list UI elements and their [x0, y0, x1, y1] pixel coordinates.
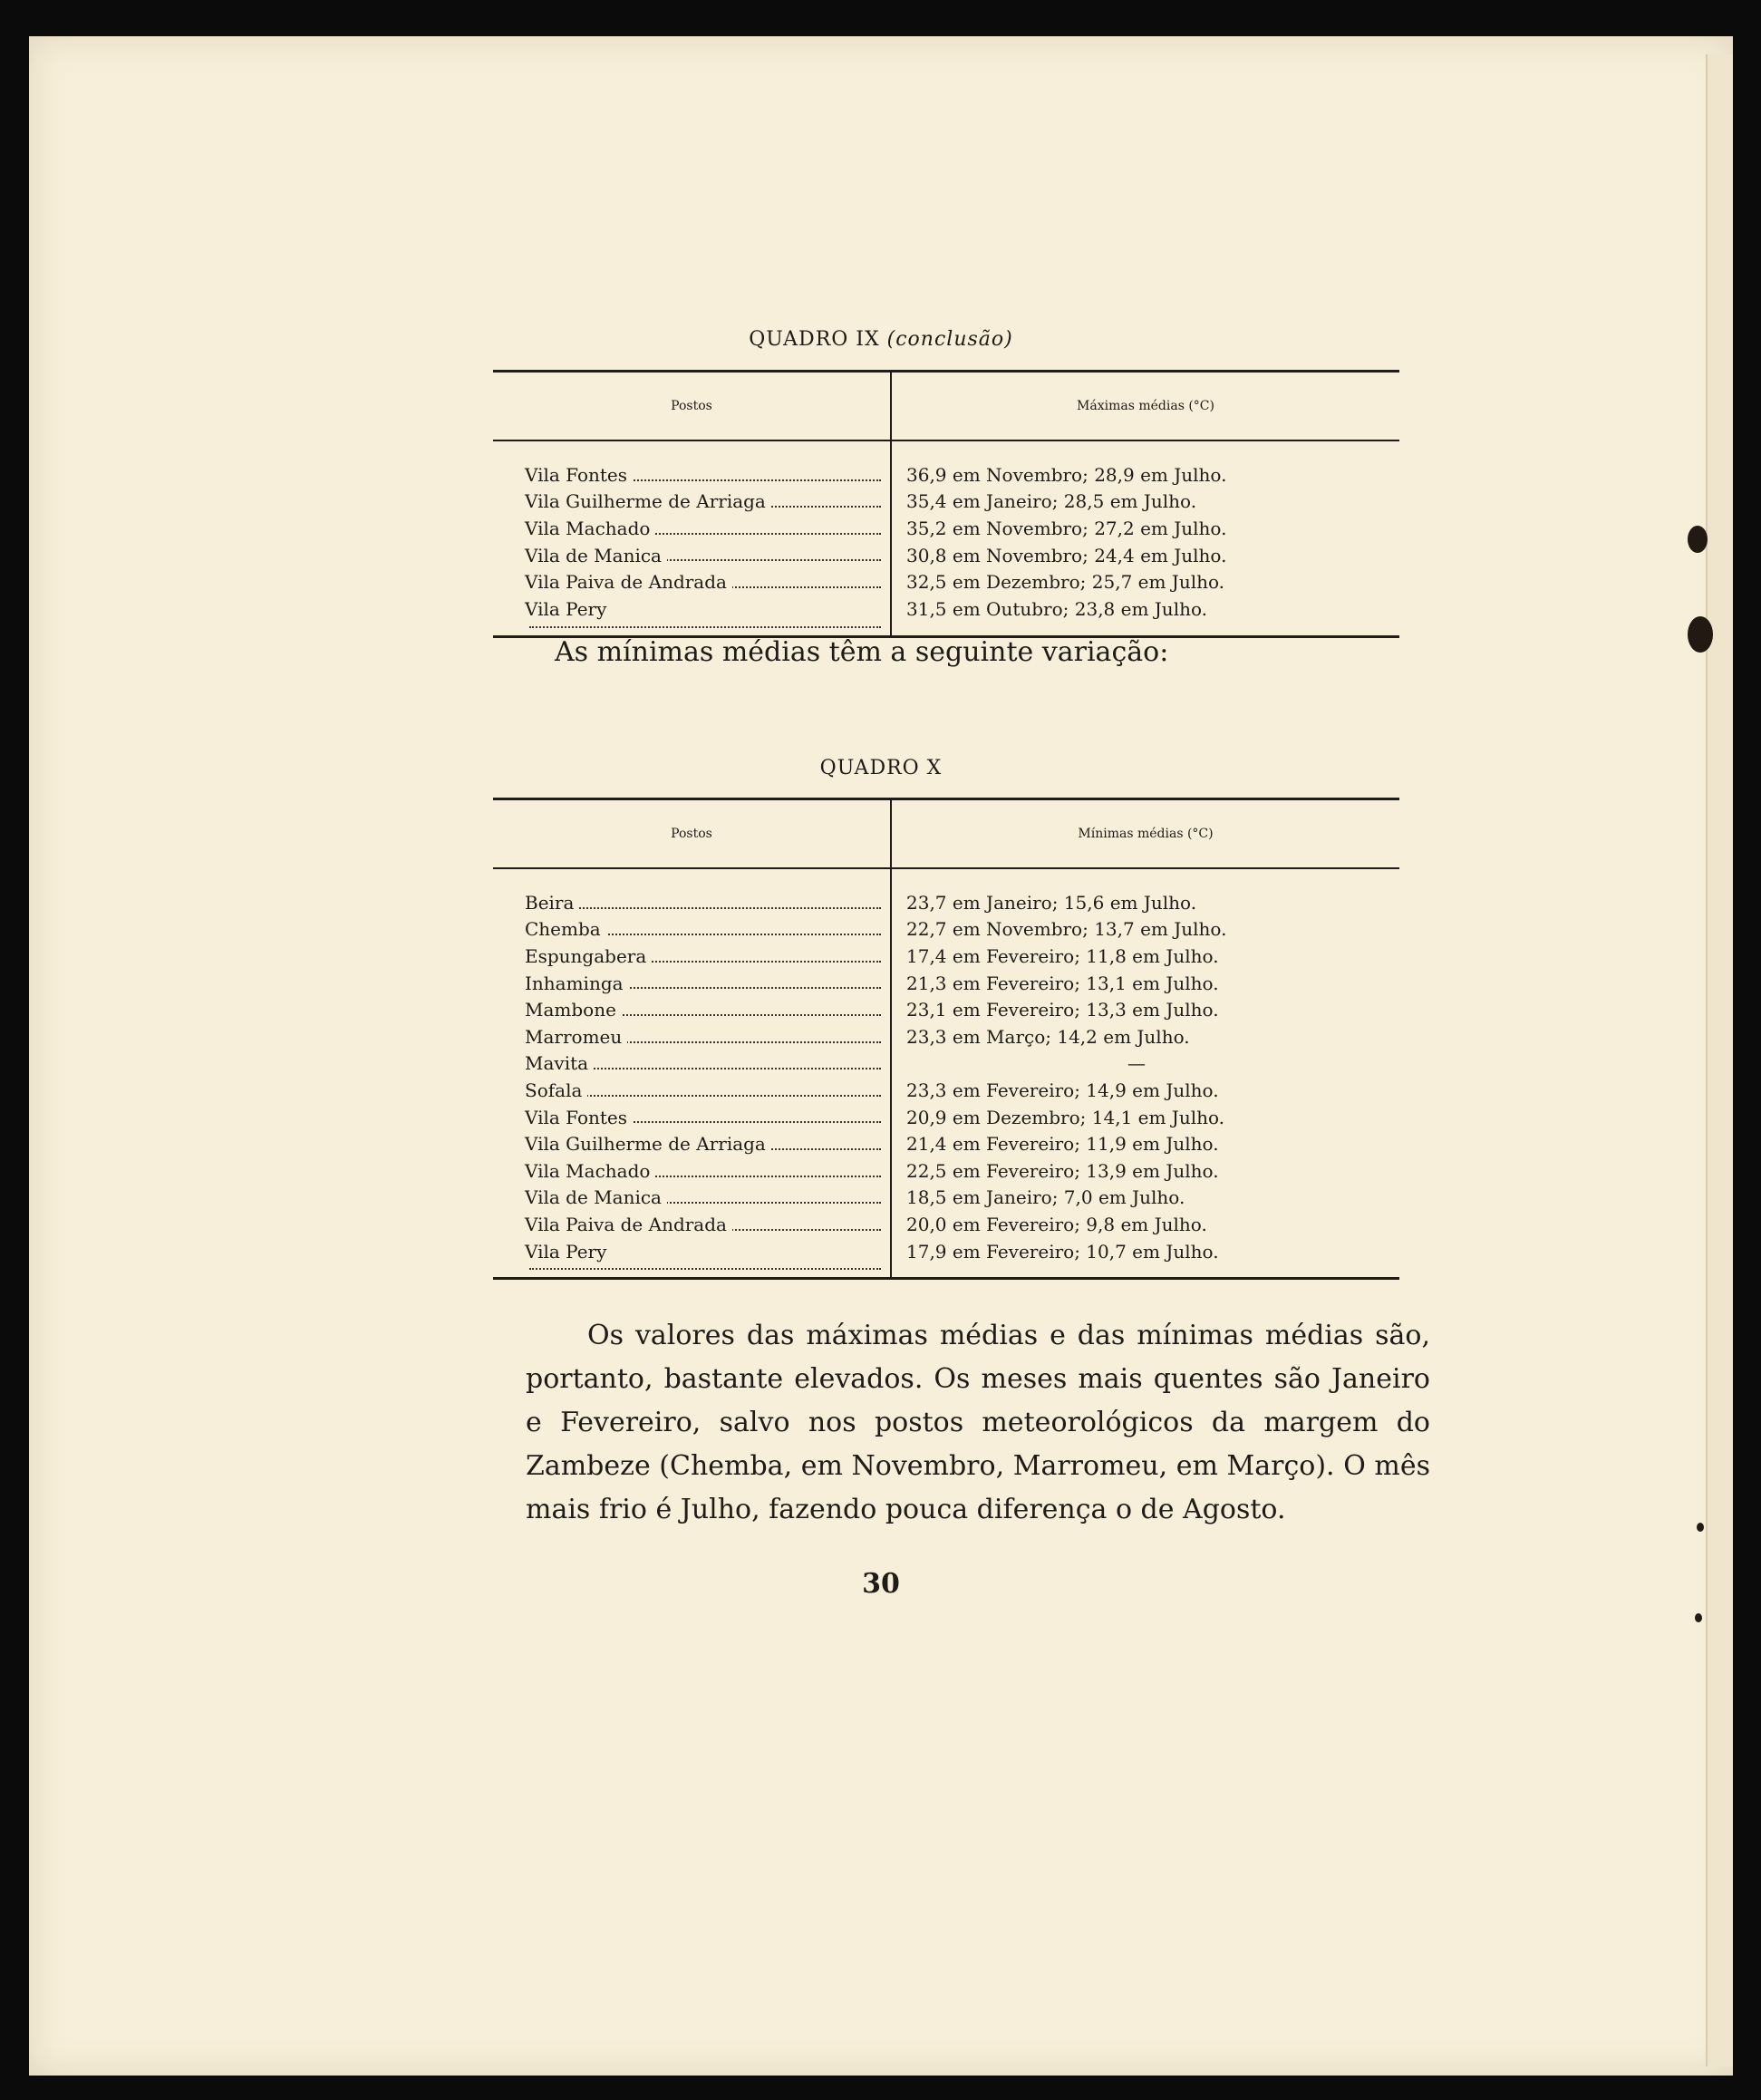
posto-cell	[493, 868, 891, 916]
posto-name: Vila Fontes	[525, 464, 633, 486]
value-cell: 20,0 em Fevereiro; 9,8 em Julho.	[906, 1213, 1207, 1235]
value-cell: 32,5 em Dezembro; 25,7 em Julho.	[906, 571, 1225, 594]
table-row	[493, 515, 1399, 542]
posto-cell	[493, 595, 891, 636]
posto-cell	[493, 1238, 891, 1279]
column-header-postos: Postos	[493, 799, 891, 869]
ink-mark	[1697, 1523, 1704, 1532]
posto-cell	[493, 1104, 891, 1131]
ink-mark	[1688, 526, 1708, 553]
value-cell: 23,3 em Março; 14,2 em Julho.	[906, 1025, 1190, 1048]
table-row	[493, 595, 1399, 636]
table-row	[493, 542, 1399, 569]
posto-cell	[493, 1211, 891, 1238]
table-row	[493, 1104, 1399, 1131]
quadro-x-caption	[29, 757, 1733, 779]
posto-cell	[493, 1185, 891, 1212]
value-cell: 17,9 em Fevereiro; 10,7 em Julho.	[906, 1240, 1219, 1263]
posto-cell	[493, 1130, 891, 1157]
value-cell: 18,5 em Janeiro; 7,0 em Julho.	[906, 1186, 1185, 1209]
posto-cell	[493, 542, 891, 569]
value-cell: 23,7 em Janeiro; 15,6 em Julho.	[906, 891, 1197, 914]
column-header-minimas: Mínimas médias (°C)	[891, 799, 1399, 869]
table-row	[493, 440, 1399, 489]
posto-name: Beira	[525, 892, 579, 914]
posto-name: Vila Machado	[525, 518, 655, 539]
table-row	[493, 489, 1399, 516]
posto-cell	[493, 489, 891, 516]
posto-cell	[493, 1050, 891, 1078]
closing-paragraph-text: Os valores das máximas médias e das mínimas médias são, portanto, bastante elevados. Os meses mais quentes são Janeiro e Fevereiro, salvo nos postos meteorológicos da margem do Zambeze (Chemba, em Novembro, Marromeu, em Março). O mês mais frio é Julho, fazendo pouca diferença o de Agosto.	[526, 1320, 1430, 1525]
table-row	[493, 1238, 1399, 1279]
ink-mark	[1688, 616, 1713, 653]
table-row	[493, 916, 1399, 944]
table-row	[493, 868, 1399, 916]
posto-name: Mavita	[525, 1052, 594, 1074]
value-cell: 22,5 em Fevereiro; 13,9 em Julho.	[906, 1159, 1219, 1182]
posto-name: Chemba	[525, 918, 606, 940]
table-row	[493, 996, 1399, 1023]
posto-name: Vila Paiva de Andrada	[525, 571, 732, 593]
value-cell: 21,4 em Fevereiro; 11,9 em Julho.	[906, 1133, 1219, 1156]
posto-cell	[493, 1023, 891, 1050]
posto-name: Vila de Manica	[525, 545, 667, 566]
posto-cell	[493, 943, 891, 970]
column-header-postos: Postos	[493, 372, 891, 441]
posto-cell	[493, 916, 891, 944]
posto-name: Marromeu	[525, 1026, 627, 1048]
posto-name: Vila Pery	[525, 598, 612, 620]
posto-cell	[493, 440, 891, 489]
posto-name: Vila Fontes	[525, 1107, 633, 1128]
quadro-x-table	[493, 798, 1399, 1283]
page-number: 30	[862, 1568, 900, 1600]
table-row	[493, 568, 1399, 595]
posto-cell	[493, 1157, 891, 1185]
closing-paragraph	[526, 1314, 1430, 1532]
value-cell: 23,1 em Fevereiro; 13,3 em Julho.	[906, 999, 1219, 1021]
column-header-maximas: Máximas médias (°C)	[891, 372, 1399, 441]
quadro-ix-table	[493, 370, 1399, 642]
posto-name: Vila de Manica	[525, 1186, 667, 1208]
quadro-x-title: QUADRO X	[819, 757, 943, 779]
value-cell: 30,8 em Novembro; 24,4 em Julho.	[906, 544, 1227, 566]
quadro-ix-caption	[29, 328, 1733, 351]
page-spine	[1706, 54, 1733, 2066]
table-row	[493, 1157, 1399, 1185]
table-row	[493, 970, 1399, 997]
table-row	[493, 943, 1399, 970]
value-cell: 17,4 em Fevereiro; 11,8 em Julho.	[906, 944, 1219, 967]
value-cell: 36,9 em Novembro; 28,9 em Julho.	[906, 463, 1227, 486]
value-cell: 20,9 em Dezembro; 14,1 em Julho.	[906, 1106, 1225, 1128]
table-row	[493, 1050, 1399, 1078]
table-row	[493, 1211, 1399, 1238]
document-page	[29, 36, 1733, 2076]
posto-cell	[493, 568, 891, 595]
posto-cell	[493, 515, 891, 542]
posto-name: Vila Guilherme de Arriaga	[525, 1133, 771, 1155]
posto-name: Inhaminga	[525, 973, 629, 994]
posto-cell	[493, 1077, 891, 1104]
posto-cell	[493, 970, 891, 997]
value-cell: 23,3 em Fevereiro; 14,9 em Julho.	[906, 1079, 1219, 1101]
value-cell: —	[1127, 1052, 1146, 1075]
table-row	[493, 1023, 1399, 1050]
posto-name: Espungabera	[525, 945, 652, 967]
posto-name: Vila Paiva de Andrada	[525, 1214, 732, 1235]
quadro-ix-subtitle: (conclusão)	[886, 328, 1013, 351]
table-row	[493, 1185, 1399, 1212]
posto-name: Sofala	[525, 1079, 587, 1101]
value-cell: 35,2 em Novembro; 27,2 em Julho.	[906, 517, 1227, 539]
posto-name: Mambone	[525, 999, 622, 1021]
posto-cell	[493, 996, 891, 1023]
table-row	[493, 1077, 1399, 1104]
ink-mark	[1695, 1613, 1702, 1622]
intro-text: As mínimas médias têm a seguinte variação:	[555, 636, 1169, 668]
posto-name: Vila Guilherme de Arriaga	[525, 490, 771, 512]
value-cell: 35,4 em Janeiro; 28,5 em Julho.	[906, 490, 1197, 513]
value-cell: 31,5 em Outubro; 23,8 em Julho.	[906, 597, 1208, 620]
value-cell: 21,3 em Fevereiro; 13,1 em Julho.	[906, 972, 1219, 994]
table-row	[493, 1130, 1399, 1157]
posto-name: Vila Machado	[525, 1160, 655, 1182]
value-cell: 22,7 em Novembro; 13,7 em Julho.	[906, 918, 1227, 941]
quadro-ix-title: QUADRO IX	[749, 328, 887, 351]
posto-name: Vila Pery	[525, 1241, 612, 1263]
